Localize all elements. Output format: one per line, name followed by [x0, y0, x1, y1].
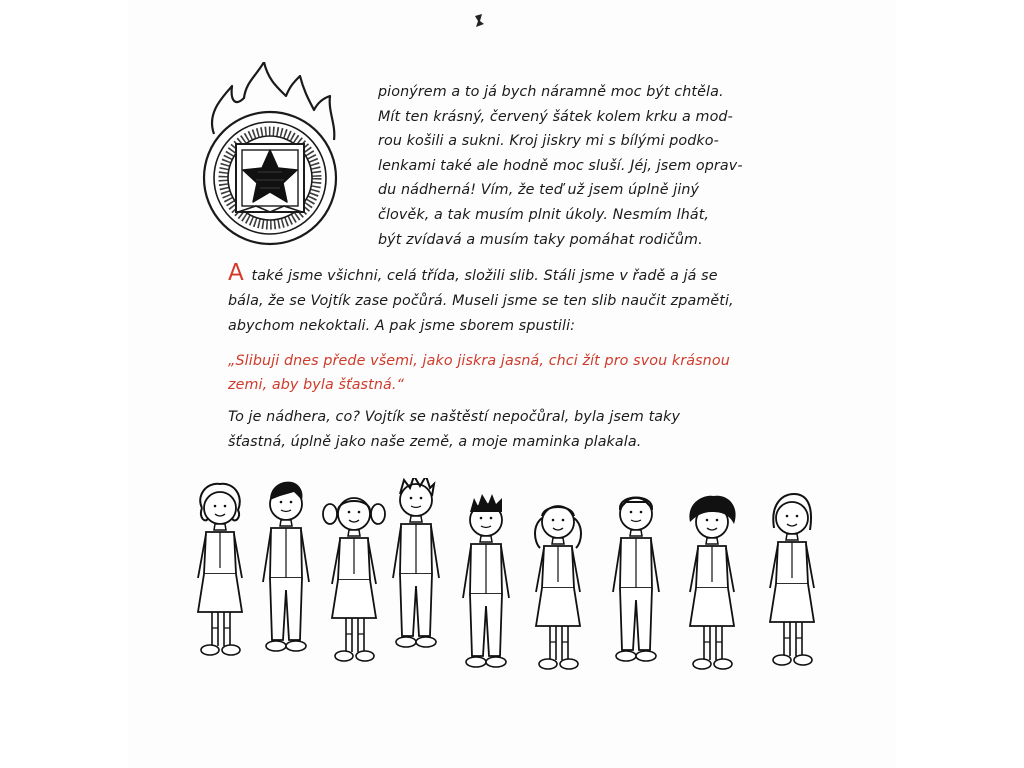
text-line: Mít ten krásný, červený šátek kolem krku a mod-: [378, 108, 733, 125]
text-line: bála, že se Vojtík zase počůrá. Museli jsme se ten slib naučit zpaměti,: [228, 293, 734, 309]
child-figure: [770, 494, 814, 665]
text-line: být zvídavá a musím taky pomáhat rodičům.: [378, 231, 703, 248]
pledge-quote: [228, 349, 730, 397]
spark-star-emblem-icon: [196, 62, 344, 246]
row-of-children-illustration: [188, 478, 836, 678]
text-line: lenkami také ale hodně moc sluší. Jéj, jsem oprav-: [378, 157, 743, 174]
text-line: [228, 262, 734, 289]
text-line: pionýrem a to já bych náramně moc být chtěla.: [378, 84, 724, 100]
child-figure: [263, 482, 309, 651]
children-drawing: [188, 478, 836, 678]
child-figure: [535, 506, 581, 669]
text-line: zemi, aby byla šťastná.“: [228, 377, 404, 393]
text-line: du nádherná! Vím, že teď už jsem úplně jiný: [378, 182, 700, 199]
child-figure: [393, 478, 439, 647]
paragraph-4: [228, 405, 680, 455]
paragraph-2: [228, 262, 734, 339]
child-figure: [689, 496, 735, 669]
page-corner-mark-icon: [472, 12, 486, 30]
child-figure: [463, 494, 509, 667]
text-line: šťastná, úplně jako naše země, a moje maminka plakala.: [228, 434, 642, 450]
text-line: rou košili a sukni. Kroj jiskry mi s bílými podko-: [378, 133, 719, 150]
text-line: „Slibuji dnes přede všemi, jako jiskra jasná, chci žít pro svou krásnou: [228, 353, 730, 369]
text-line: abychom nekoktali. A pak jsme sborem spustili:: [228, 318, 576, 334]
text-line-rest: také jsme všichni, celá třída, složili slib. Stáli jsme v řadě a já se: [246, 268, 718, 284]
text-line: To je nádhera, co? Vojtík se naštěstí nepočůral, byla jsem taky: [228, 409, 681, 425]
child-figure: [198, 484, 242, 655]
child-figure: [613, 498, 659, 662]
text-line: člověk, a tak musím plnit úkoly. Nesmím lhát,: [378, 206, 710, 223]
drop-cap: A: [228, 260, 244, 286]
paragraph-1: [378, 80, 743, 252]
child-figure: [323, 498, 385, 661]
